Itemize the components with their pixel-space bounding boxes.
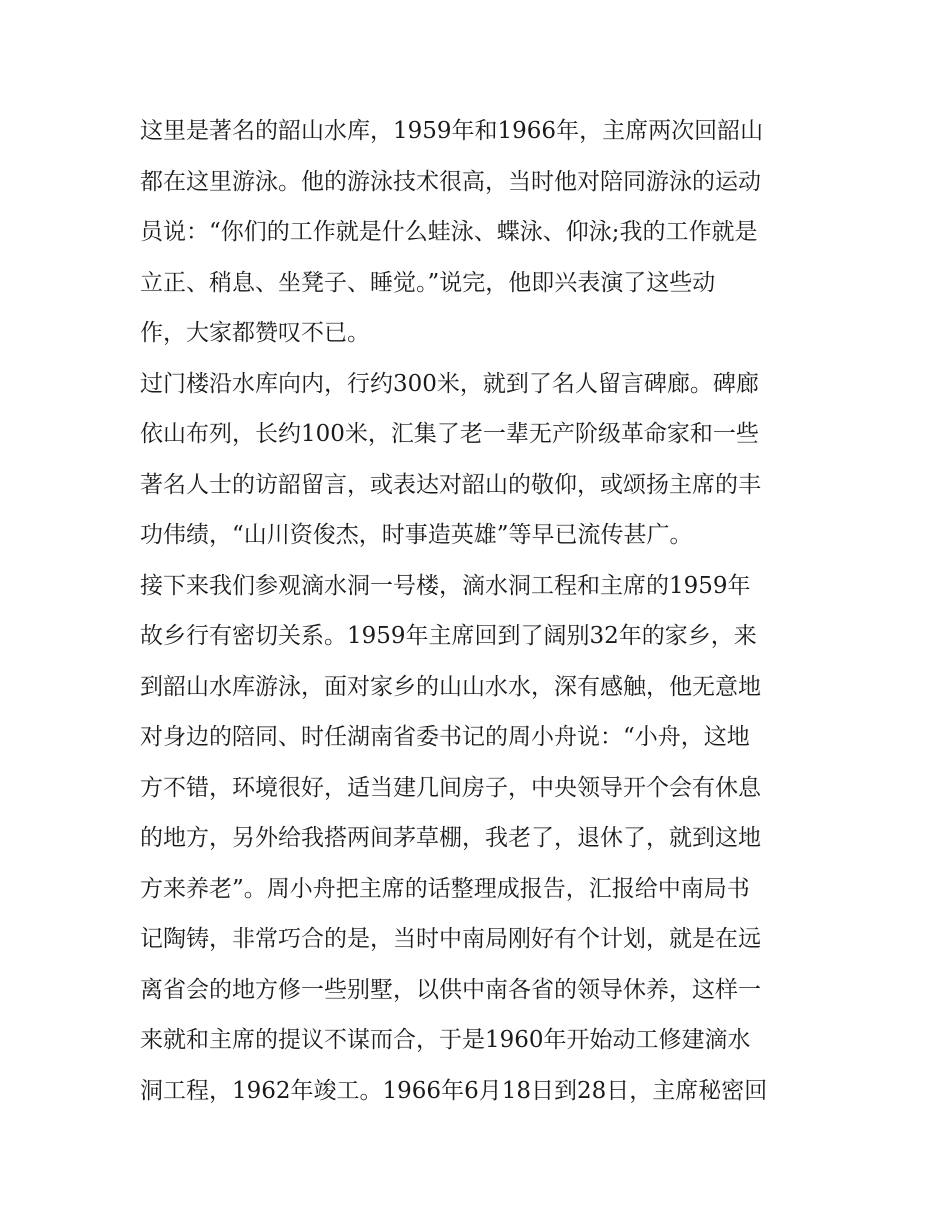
text-line: 对身边的陪同、时任湖南省委书记的周小舟说：“小舟，这地: [140, 724, 750, 750]
text-line: 立正、稍息、坐凳子、睡觉。”说完，他即兴表演了这些动: [140, 269, 716, 296]
paragraph-dishuidong: [140, 561, 820, 1117]
document-body: [140, 106, 820, 1116]
text-line: 依山布列，长约100米，汇集了老一辈无产阶级革命家和一些: [140, 421, 759, 447]
text-line: 作，大家都赞叹不已。: [140, 320, 370, 346]
text-line: 功伟绩，“山川资俊杰，时事造英雄”等早已流传甚广。: [140, 522, 693, 548]
text-line: 员说：“你们的工作就是什么蛙泳、蝶泳、仰泳;我的工作就是: [140, 219, 758, 245]
text-line: 记陶铸，非常巧合的是，当时中南局刚好有个计划，就是在远: [140, 926, 761, 952]
text-line: 来就和主席的提议不谋而合，于是1960年开始动工修建滴水: [140, 1027, 751, 1053]
text-line: 的地方，另外给我搭两间茅草棚，我老了，退休了，就到这地: [140, 825, 761, 851]
text-line: 洞工程，1962年竣工。1966年6月18日到28日，主席秘密回: [140, 1077, 768, 1104]
text-line: 都在这里游泳。他的游泳技术很高，当时他对陪同游泳的运动: [140, 168, 761, 195]
text-line: 到韶山水库游泳，面对家乡的山山水水，深有感触，他无意地: [140, 673, 761, 700]
text-line: 方不错，环境很好，适当建几间房子，中央领导开个会有休息: [140, 774, 761, 801]
paragraph-shaoshan-reservoir: [140, 106, 820, 359]
paragraph-stele-corridor: [140, 359, 820, 561]
text-line: 故乡行有密切关系。1959年主席回到了阔别32年的家乡，来: [140, 623, 757, 649]
text-line: 这里是著名的韶山水库，1959年和1966年，主席两次回韶山: [140, 118, 764, 144]
text-line: 接下来我们参观滴水洞一号楼，滴水洞工程和主席的1959年: [140, 572, 751, 599]
text-line: 过门楼沿水库向内，行约300米，就到了名人留言碑廊。碑廊: [140, 370, 759, 397]
text-line: 离省会的地方修一些别墅，以供中南各省的领导休养，这样一: [140, 976, 761, 1003]
text-line: 方来养老”。周小舟把主席的话整理成报告，汇报给中南局书: [140, 875, 750, 902]
text-line: 著名人士的访韶留言，或表达对韶山的敬仰，或颂扬主席的丰: [140, 471, 761, 498]
